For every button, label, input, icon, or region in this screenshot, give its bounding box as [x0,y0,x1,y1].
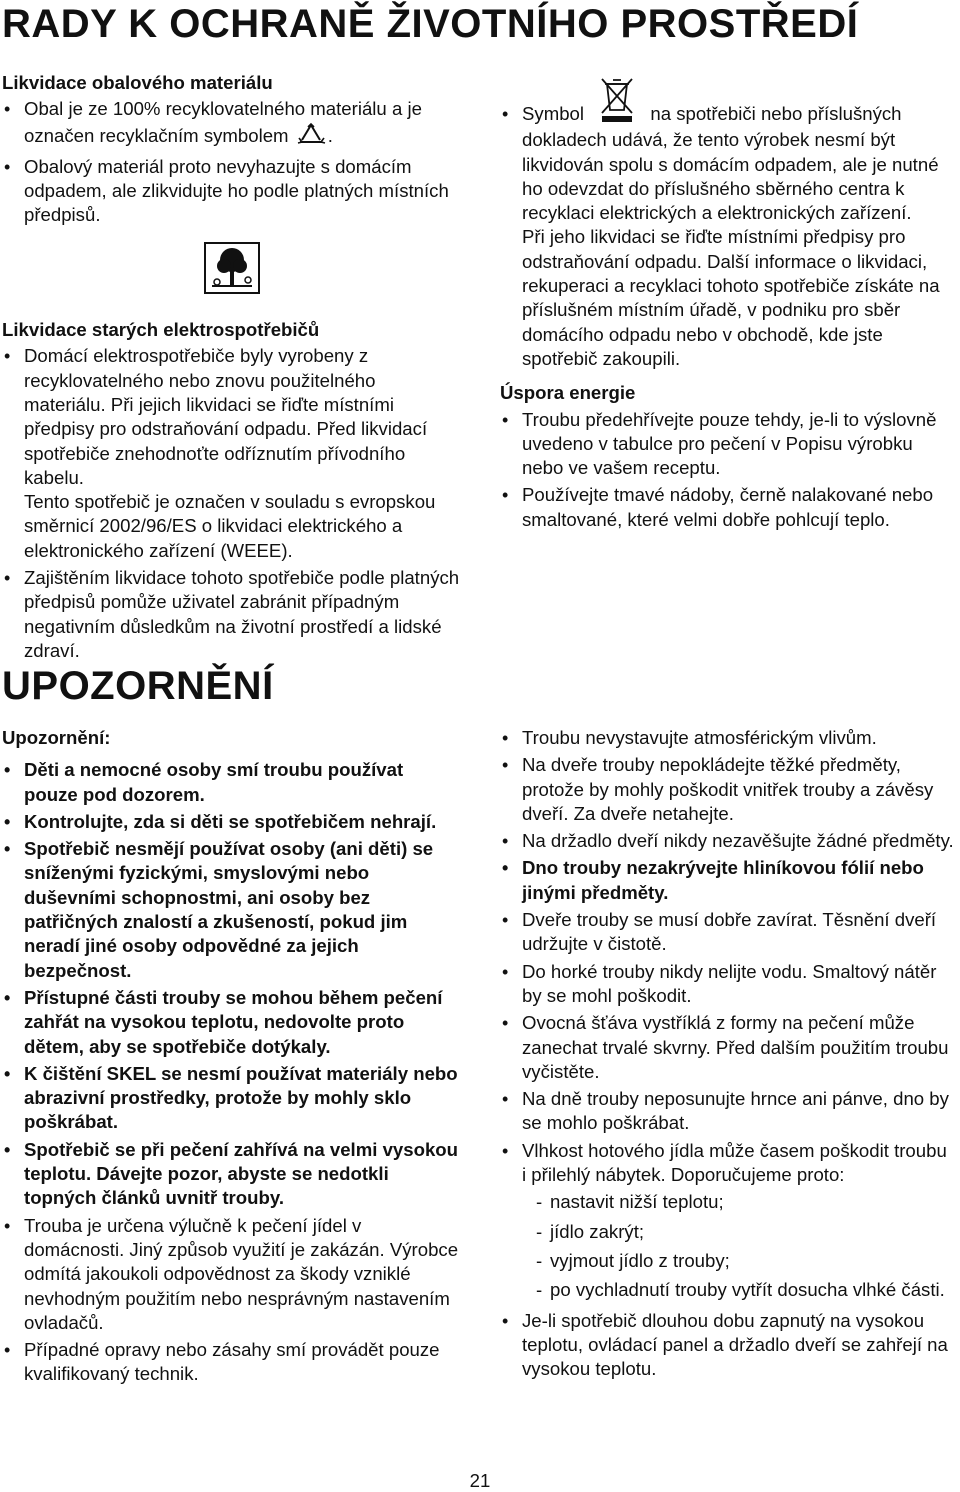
list-item: • Domácí elektrospotřebiče byly vyrobeny z recyklovatelného nebo znovu použitelného materiálu. Při jejich likvidaci se řiďte místními předpisy pro odstraňování odpadu. Před likvidací spotřebiče znehodnoťte odříznutím přívodního kabelu. Tento spotřebič je označen v souladu s evropskou směrnicí 2002/96/ES o likvidaci elektrického a elektronického zařízení (WEEE). [2,344,462,563]
list-item: • Vlhkost hotového jídla může časem poškodit troubu i přilehlý nábytek. Doporučujeme proto: - nastavit nižší teplotu; - jídlo zakrýt; - vyjmout jídlo z trouby; - po vychladnutí trouby vytřít dosucha vlhké části. [500,1139,955,1303]
appliances-list [2,344,462,663]
list-item: • Troubu předehřívejte pouze tehdy, je-li to výslovně uvedeno v tabulce pro pečení v Popisu výrobku nebo ve vašem receptu. [500,408,955,481]
warnings-left-list [2,758,462,1386]
dash-item: - po vychladnutí trouby vytřít dosucha vlhké části. [536,1278,955,1302]
list-item: • Případné opravy nebo zásahy smí provádět pouze kvalifikovaný technik. [2,1338,462,1387]
page-title: RADY K OCHRANĚ ŽIVOTNÍHO PROSTŘEDÍ [2,2,859,46]
warnings-left-column [2,726,462,1390]
warnings-heading: Upozornění: [2,727,111,748]
list-item: • Na dně trouby neposunujte hrnce ani pánve, dno by se mohlo poškrábat. [500,1087,955,1136]
list-item: • Trouba je určena výlučně k pečení jídel v domácnosti. Jiný způsob využití je zakázán. Výrobce odmítá jakoukoli odpovědnost za škody vzniklé nevhodným použitím nebo nesprávným nastavením ovladačů. [2,1214,462,1335]
list-item: • Do horké trouby nikdy nelijte vodu. Smaltový nátěr by se mohl poškodit. [500,960,955,1009]
env-left-column [2,71,462,666]
list-item: • Používejte tmavé nádoby, černě nalakované nebo smaltované, které velmi dobře pohlcují teplo. [500,483,955,532]
tidy-tree-icon [202,240,462,302]
list-item: • Děti a nemocné osoby smí troubu používat pouze pod dozorem. [2,758,462,807]
recommendation-list [522,1190,955,1302]
list-item: • Obalový materiál proto nevyhazujte s domácím odpadem, ale zlikvidujte ho podle platných místních předpisů. [2,155,462,228]
list-item: • Troubu nevystavujte atmosférickým vlivům. [500,726,955,750]
packaging-heading: Likvidace obalového materiálu [2,72,273,93]
packaging-list [2,97,462,227]
list-item: • Na dveře trouby nepokládejte těžké předměty, protože by mohly poškodit vnitřek trouby a závěsy dveří. Za dveře netahejte. [500,753,955,826]
energy-list [500,408,955,532]
appliances-heading: Likvidace starých elektrospotřebičů [2,319,320,341]
list-item: • Symbol na spotřebiči nebo příslušných dokladech udává, že tento výrobek nesmí být likvidován spolu s domácím odpadem, ale je nutné ho odevzdat do příslušného sběrného centra k recyklaci elektrických a elektronických zařízení. Při jeho likvidaci se řiďte místními předpisy pro odstraňování odpadu. Další informace o likvidaci, rekuperaci a recyklaci tohoto spotřebiče získáte na příslušném místním úřadě, v podniku pro sběr domácího odpadu nebo v obchodě, kde jste spotřebič zakoupili. [500,102,955,371]
list-item: • Ovocná šťáva vystříklá z formy na pečení může zanechat trvalé skvrny. Před dalším použitím troubu vyčistěte. [500,1011,955,1084]
list-item: • Přístupné části trouby se mohou během pečení zahřát na vysokou teplotu, nedovolte proto dětem, aby se spotřebiče dotýkaly. [2,986,462,1059]
dash-item: - vyjmout jídlo z trouby; [536,1249,955,1273]
list-item: • Kontrolujte, zda si děti se spotřebičem nehrají. [2,810,462,834]
list-item: • Dno trouby nezakrývejte hliníkovou fólií nebo jinými předměty. [500,856,955,905]
warnings-right-list [500,726,955,1381]
list-item: • Spotřebič nesmějí používat osoby (ani děti) se sníženými fyzickými, smyslovými nebo duševními schopnostmi, ani osoby bez patřičných znalostí a zkušeností, pokud jim neradí jiné osoby odpovědné za jejich bezpečnost. [2,837,462,983]
list-item: • K čištění SKEL se nesmí používat materiály nebo abrazivní prostředky, protože by mohly sklo poškrábat. [2,1062,462,1135]
warnings-right-column [500,726,955,1384]
energy-heading: Úspora energie [500,382,636,404]
recycle-icon [294,122,328,152]
crossed-bin-icon [597,76,637,128]
symbol-list [500,102,955,371]
list-item: • Zajištěním likvidace tohoto spotřebiče podle platných předpisů pomůže uživatel zabránit případným negativním důsledkům na životní prostředí a lidské zdraví. [2,566,462,663]
list-item: • Obal je ze 100% recyklovatelného materiálu a je označen recyklačním symbolem . [2,97,462,152]
warnings-title: UPOZORNĚNÍ [2,664,274,708]
dash-item: - nastavit nižší teplotu; [536,1190,955,1214]
env-right-column [500,102,955,535]
page-number: 21 [469,1470,491,1491]
list-item: • Spotřebič se při pečení zahřívá na velmi vysokou teplotu. Dávejte pozor, abyste se nedotkli topných článků uvnitř trouby. [2,1138,462,1211]
list-item: • Dveře trouby se musí dobře zavírat. Těsnění dveří udržujte v čistotě. [500,908,955,957]
list-item: • Na držadlo dveří nikdy nezavěšujte žádné předměty. [500,829,955,853]
list-item: • Je-li spotřebič dlouhou dobu zapnutý na vysokou teplotu, ovládací panel a držadlo dveří se zahřejí na vysokou teplotu. [500,1309,955,1382]
dash-item: - jídlo zakrýt; [536,1220,955,1244]
